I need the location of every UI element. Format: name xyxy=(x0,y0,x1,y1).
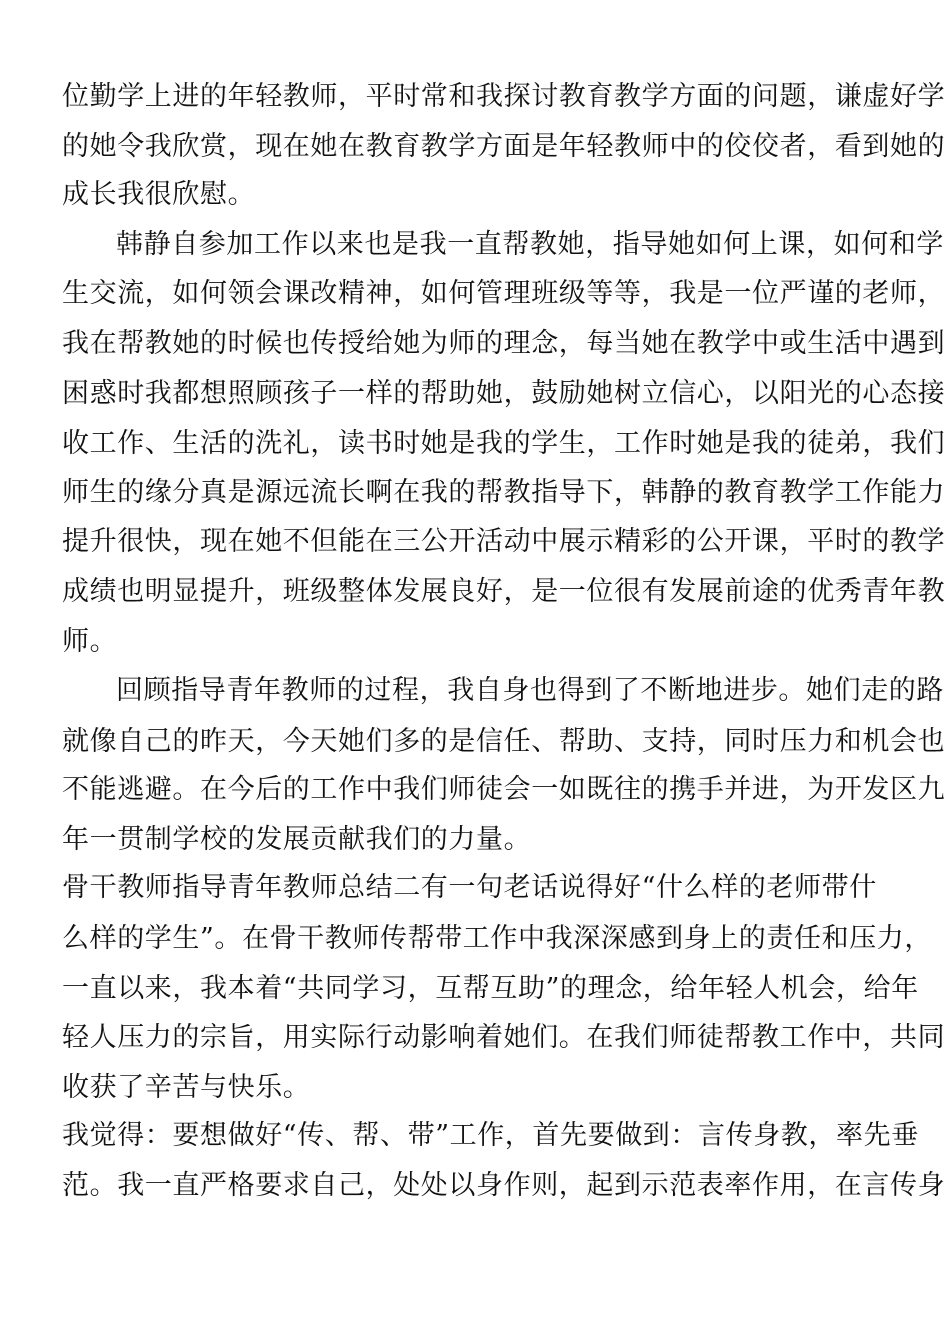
text-line: 成绩也明显提升，班级整体发展良好，是一位很有发展前途的优秀青年教 xyxy=(62,576,946,607)
text-line: 一直以来，我本着“共同学习，互帮互助”的理念，给年轻人机会，给年 xyxy=(62,973,919,1004)
section-heading-line: 骨干教师指导青年教师总结二有一句老话说得好“什么样的老师带什 xyxy=(62,872,877,903)
paragraph-first-line: 回顾指导青年教师的过程，我自身也得到了不断地进步。她们走的路 xyxy=(116,675,944,706)
text-line: 就像自己的昨天，今天她们多的是信任、帮助、支持，同时压力和机会也 xyxy=(62,726,946,757)
text-line: 收获了辛苦与快乐。 xyxy=(62,1072,311,1103)
text-line: 的她令我欣赏，现在她在教育教学方面是年轻教师中的佼佼者，看到她的 xyxy=(62,131,946,162)
text-line: 困惑时我都想照顾孩子一样的帮助她，鼓励她树立信心，以阳光的心态接 xyxy=(62,378,946,409)
text-line: 范。我一直严格要求自己，处处以身作则，起到示范表率作用，在言传身 xyxy=(62,1170,946,1201)
text-line: 生交流，如何领会课改精神，如何管理班级等等，我是一位严谨的老师， xyxy=(62,278,946,309)
text-line: 师生的缘分真是源远流长啊在我的帮教指导下，韩静的教育教学工作能力 xyxy=(62,477,946,508)
text-line: 成长我很欣慰。 xyxy=(62,179,256,210)
text-line: 我在帮教她的时候也传授给她为师的理念，每当她在教学中或生活中遇到 xyxy=(62,328,946,359)
text-line: 收工作、生活的洗礼，读书时她是我的学生，工作时她是我的徒弟，我们 xyxy=(62,428,946,459)
text-line: 师。 xyxy=(62,626,118,657)
text-line: 不能逃避。在今后的工作中我们师徒会一如既往的携手并进，为开发区九 xyxy=(62,774,946,805)
text-line: 年一贯制学校的发展贡献我们的力量。 xyxy=(62,824,532,855)
text-line: 位勤学上进的年轻教师，平时常和我探讨教育教学方面的问题，谦虚好学 xyxy=(62,81,946,112)
text-line: 提升很快，现在她不但能在三公开活动中展示精彩的公开课，平时的教学 xyxy=(62,526,946,557)
text-line: 我觉得：要想做好“传、帮、带”工作，首先要做到：言传身教，率先垂 xyxy=(62,1120,919,1151)
text-line: 轻人压力的宗旨，用实际行动影响着她们。在我们师徒帮教工作中，共同 xyxy=(62,1022,946,1053)
text-line: 么样的学生”。在骨干教师传帮带工作中我深深感到身上的责任和压力， xyxy=(62,923,933,954)
paragraph-first-line: 韩静自参加工作以来也是我一直帮教她，指导她如何上课，如何和学 xyxy=(116,229,944,260)
